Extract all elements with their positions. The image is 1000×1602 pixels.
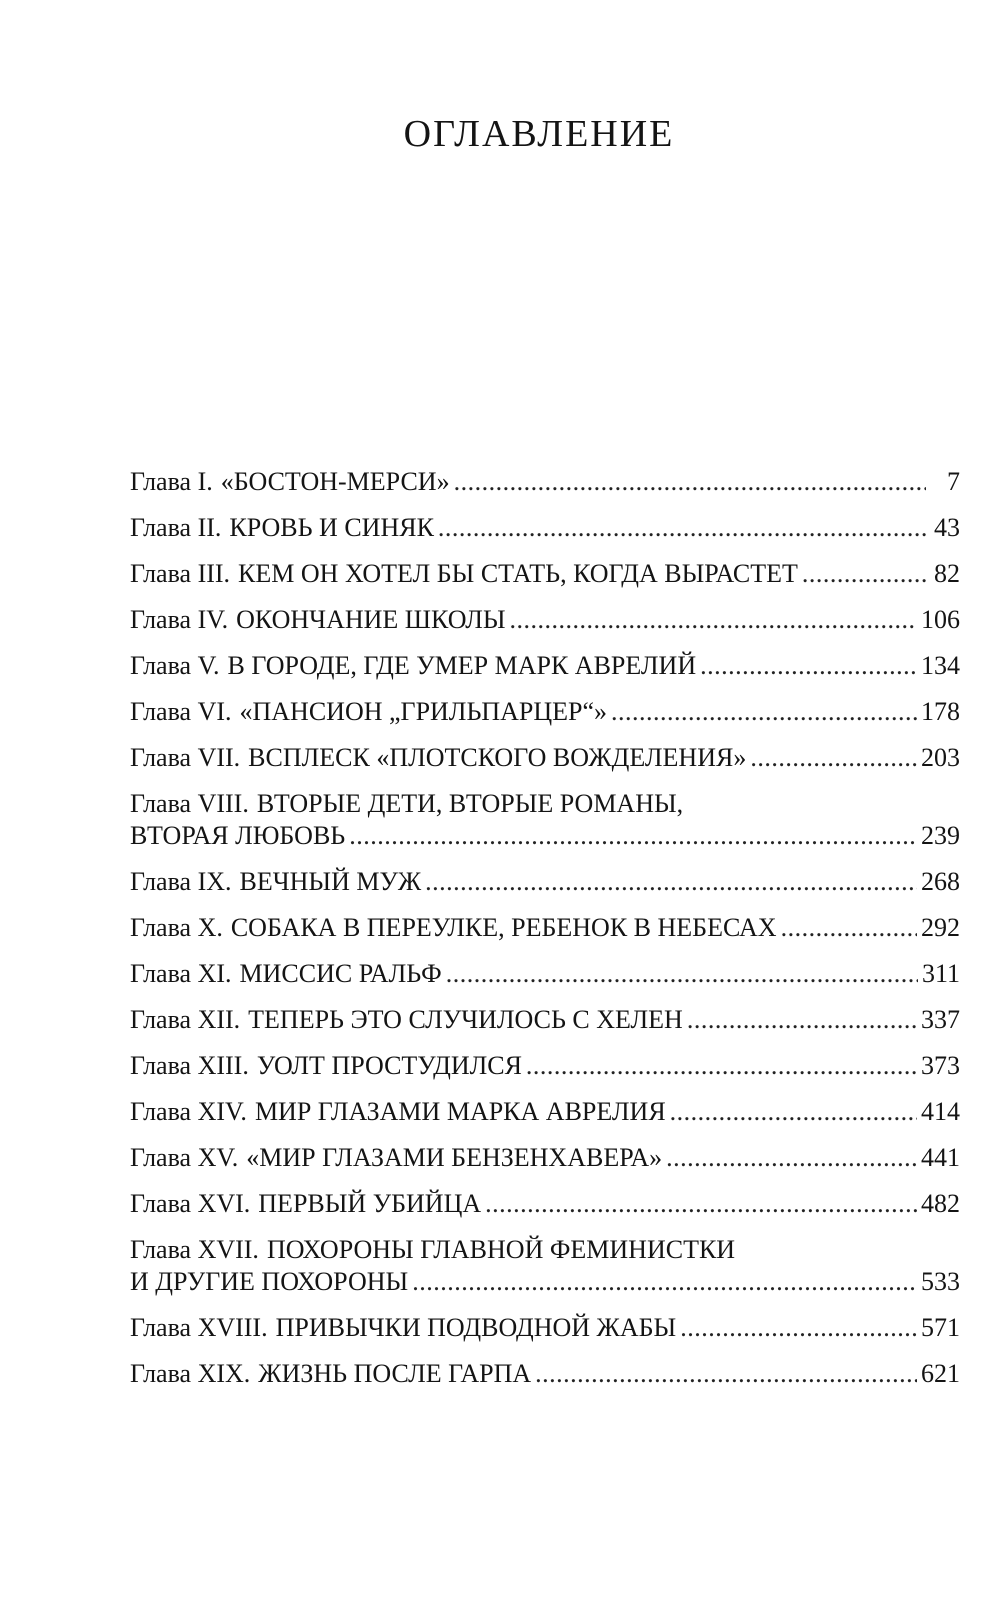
dot-leader bbox=[454, 466, 926, 498]
chapter-label: Глава XIV. bbox=[130, 1097, 247, 1126]
chapter-label: Глава V. bbox=[130, 651, 220, 680]
toc-entry[interactable] bbox=[130, 650, 960, 682]
chapter-label: Глава XVI. bbox=[130, 1189, 251, 1218]
chapter-title: КЕМ ОН ХОТЕЛ БЫ СТАТЬ, КОГДА ВЫРАСТЕТ bbox=[238, 559, 798, 588]
toc-entry[interactable] bbox=[130, 912, 960, 944]
entry-row bbox=[130, 558, 960, 590]
chapter-title: «БОСТОН-МЕРСИ» bbox=[220, 467, 450, 496]
page-number: 441 bbox=[921, 1143, 960, 1172]
dot-leader bbox=[412, 1266, 917, 1298]
chapter-label: Глава I. bbox=[130, 467, 213, 496]
entry-row bbox=[130, 1188, 960, 1220]
chapter-label: Глава XIX. bbox=[130, 1359, 251, 1388]
entry-row bbox=[130, 696, 960, 728]
entry-first-line bbox=[130, 1234, 960, 1266]
toc-entry[interactable] bbox=[130, 866, 960, 898]
entry-first-line bbox=[130, 788, 960, 820]
dot-leader bbox=[781, 912, 917, 944]
entry-row bbox=[130, 820, 960, 852]
page-number: 533 bbox=[921, 1267, 960, 1296]
page-number: 134 bbox=[921, 651, 960, 680]
dot-leader bbox=[526, 1050, 917, 1082]
chapter-label: Глава X. bbox=[130, 913, 223, 942]
chapter-title: ОКОНЧАНИЕ ШКОЛЫ bbox=[236, 605, 506, 634]
chapter-title: УОЛТ ПРОСТУДИЛСЯ bbox=[256, 1051, 522, 1080]
chapter-label: Глава II. bbox=[130, 513, 222, 542]
chapter-title: ПРИВЫЧКИ ПОДВОДНОЙ ЖАБЫ bbox=[275, 1313, 677, 1342]
toc-entry[interactable] bbox=[130, 1188, 960, 1220]
toc-entry[interactable] bbox=[130, 742, 960, 774]
toc-entry[interactable] bbox=[130, 1050, 960, 1082]
entry-row bbox=[130, 1312, 960, 1344]
chapter-title: ВЕЧНЫЙ МУЖ bbox=[239, 867, 422, 896]
entry-row bbox=[130, 512, 960, 544]
page-number: 178 bbox=[921, 697, 960, 726]
toc-entry[interactable] bbox=[130, 1096, 960, 1128]
page-number: 203 bbox=[921, 743, 960, 772]
toc-entry[interactable] bbox=[130, 1234, 960, 1298]
entry-row bbox=[130, 1004, 960, 1036]
dot-leader bbox=[666, 1142, 917, 1174]
chapter-title: КРОВЬ И СИНЯК bbox=[229, 513, 434, 542]
dot-leader bbox=[425, 866, 917, 898]
dot-leader bbox=[680, 1312, 917, 1344]
entry-row bbox=[130, 650, 960, 682]
page-number: 43 bbox=[934, 513, 960, 542]
dot-leader bbox=[349, 820, 917, 852]
chapter-label: Глава XV. bbox=[130, 1143, 239, 1172]
dot-leader bbox=[802, 558, 926, 590]
chapter-label: Глава IX. bbox=[130, 867, 232, 896]
dot-leader bbox=[670, 1096, 917, 1128]
entry-row bbox=[130, 1096, 960, 1128]
entry-row bbox=[130, 1050, 960, 1082]
page-number: 621 bbox=[921, 1359, 960, 1388]
entry-row bbox=[130, 1142, 960, 1174]
chapter-title: И ДРУГИЕ ПОХОРОНЫ bbox=[130, 1267, 409, 1296]
chapter-title-line1: ВТОРЫЕ ДЕТИ, ВТОРЫЕ РОМАНЫ, bbox=[256, 789, 684, 818]
chapter-title: «МИР ГЛАЗАМИ БЕНЗЕНХАВЕРА» bbox=[246, 1143, 663, 1172]
toc-entry[interactable] bbox=[130, 466, 960, 498]
chapter-label: Глава XII. bbox=[130, 1005, 241, 1034]
chapter-label: Глава XVII. bbox=[130, 1235, 259, 1264]
chapter-label: Глава VI. bbox=[130, 697, 232, 726]
page-number: 106 bbox=[921, 605, 960, 634]
chapter-title: ВСПЛЕСК «ПЛОТСКОГО ВОЖДЕЛЕНИЯ» bbox=[248, 743, 747, 772]
chapter-title: ПЕРВЫЙ УБИЙЦА bbox=[258, 1189, 482, 1218]
chapter-label: Глава XIII. bbox=[130, 1051, 249, 1080]
chapter-title: ВТОРАЯ ЛЮБОВЬ bbox=[130, 821, 346, 850]
dot-leader bbox=[446, 958, 918, 990]
chapter-title: ТЕПЕРЬ ЭТО СЛУЧИЛОСЬ С ХЕЛЕН bbox=[248, 1005, 683, 1034]
chapter-label: Глава VIII. bbox=[130, 789, 249, 818]
page-number: 82 bbox=[934, 559, 960, 588]
entry-row bbox=[130, 866, 960, 898]
chapter-title: СОБАКА В ПЕРЕУЛКЕ, РЕБЕНОК В НЕБЕСАХ bbox=[230, 913, 777, 942]
dot-leader bbox=[687, 1004, 917, 1036]
dot-leader bbox=[438, 512, 926, 544]
toc-entry[interactable] bbox=[130, 788, 960, 852]
dot-leader bbox=[611, 696, 917, 728]
chapter-label: Глава IV. bbox=[130, 605, 229, 634]
page-number: 337 bbox=[921, 1005, 960, 1034]
chapter-title: В ГОРОДЕ, ГДЕ УМЕР МАРК АВРЕЛИЙ bbox=[227, 651, 697, 680]
page-number: 239 bbox=[921, 821, 960, 850]
toc-entry[interactable] bbox=[130, 1142, 960, 1174]
page-number: 414 bbox=[921, 1097, 960, 1126]
page-number: 373 bbox=[921, 1051, 960, 1080]
entry-row bbox=[130, 466, 960, 498]
toc-entry[interactable] bbox=[130, 604, 960, 636]
entry-row bbox=[130, 912, 960, 944]
chapter-title: ЖИЗНЬ ПОСЛЕ ГАРПА bbox=[258, 1359, 532, 1388]
dot-leader bbox=[700, 650, 917, 682]
toc-entry[interactable] bbox=[130, 558, 960, 590]
entry-row bbox=[130, 1358, 960, 1390]
chapter-label: Глава XI. bbox=[130, 959, 232, 988]
page-title: ОГЛАВЛЕНИЕ bbox=[403, 113, 675, 155]
page-number: 571 bbox=[921, 1313, 960, 1342]
chapter-label: Глава VII. bbox=[130, 743, 241, 772]
dot-leader bbox=[750, 742, 917, 774]
chapter-label: Глава III. bbox=[130, 559, 231, 588]
toc-entry[interactable] bbox=[130, 1312, 960, 1344]
page-number: 268 bbox=[921, 867, 960, 896]
entry-row bbox=[130, 1266, 960, 1298]
toc-entry[interactable] bbox=[130, 1358, 960, 1390]
chapter-title: МИР ГЛАЗАМИ МАРКА АВРЕЛИЯ bbox=[254, 1097, 666, 1126]
toc-entry[interactable] bbox=[130, 512, 960, 544]
chapter-title: МИССИС РАЛЬФ bbox=[239, 959, 442, 988]
toc-entry[interactable] bbox=[130, 696, 960, 728]
page-number: 311 bbox=[921, 959, 960, 988]
entry-row bbox=[130, 742, 960, 774]
toc-entry[interactable] bbox=[130, 1004, 960, 1036]
dot-leader bbox=[535, 1358, 917, 1390]
table-of-contents bbox=[130, 466, 960, 1404]
entry-row bbox=[130, 958, 960, 990]
dot-leader bbox=[485, 1188, 917, 1220]
page-number: 292 bbox=[921, 913, 960, 942]
page-number: 7 bbox=[947, 467, 960, 496]
dot-leader bbox=[510, 604, 918, 636]
toc-entry[interactable] bbox=[130, 958, 960, 990]
entry-row bbox=[130, 604, 960, 636]
chapter-title: «ПАНСИОН „ГРИЛЬПАРЦЕР“» bbox=[239, 697, 608, 726]
chapter-label: Глава XVIII. bbox=[130, 1313, 268, 1342]
page-number: 482 bbox=[921, 1189, 960, 1218]
chapter-title-line1: ПОХОРОНЫ ГЛАВНОЙ ФЕМИНИСТКИ bbox=[266, 1235, 736, 1264]
